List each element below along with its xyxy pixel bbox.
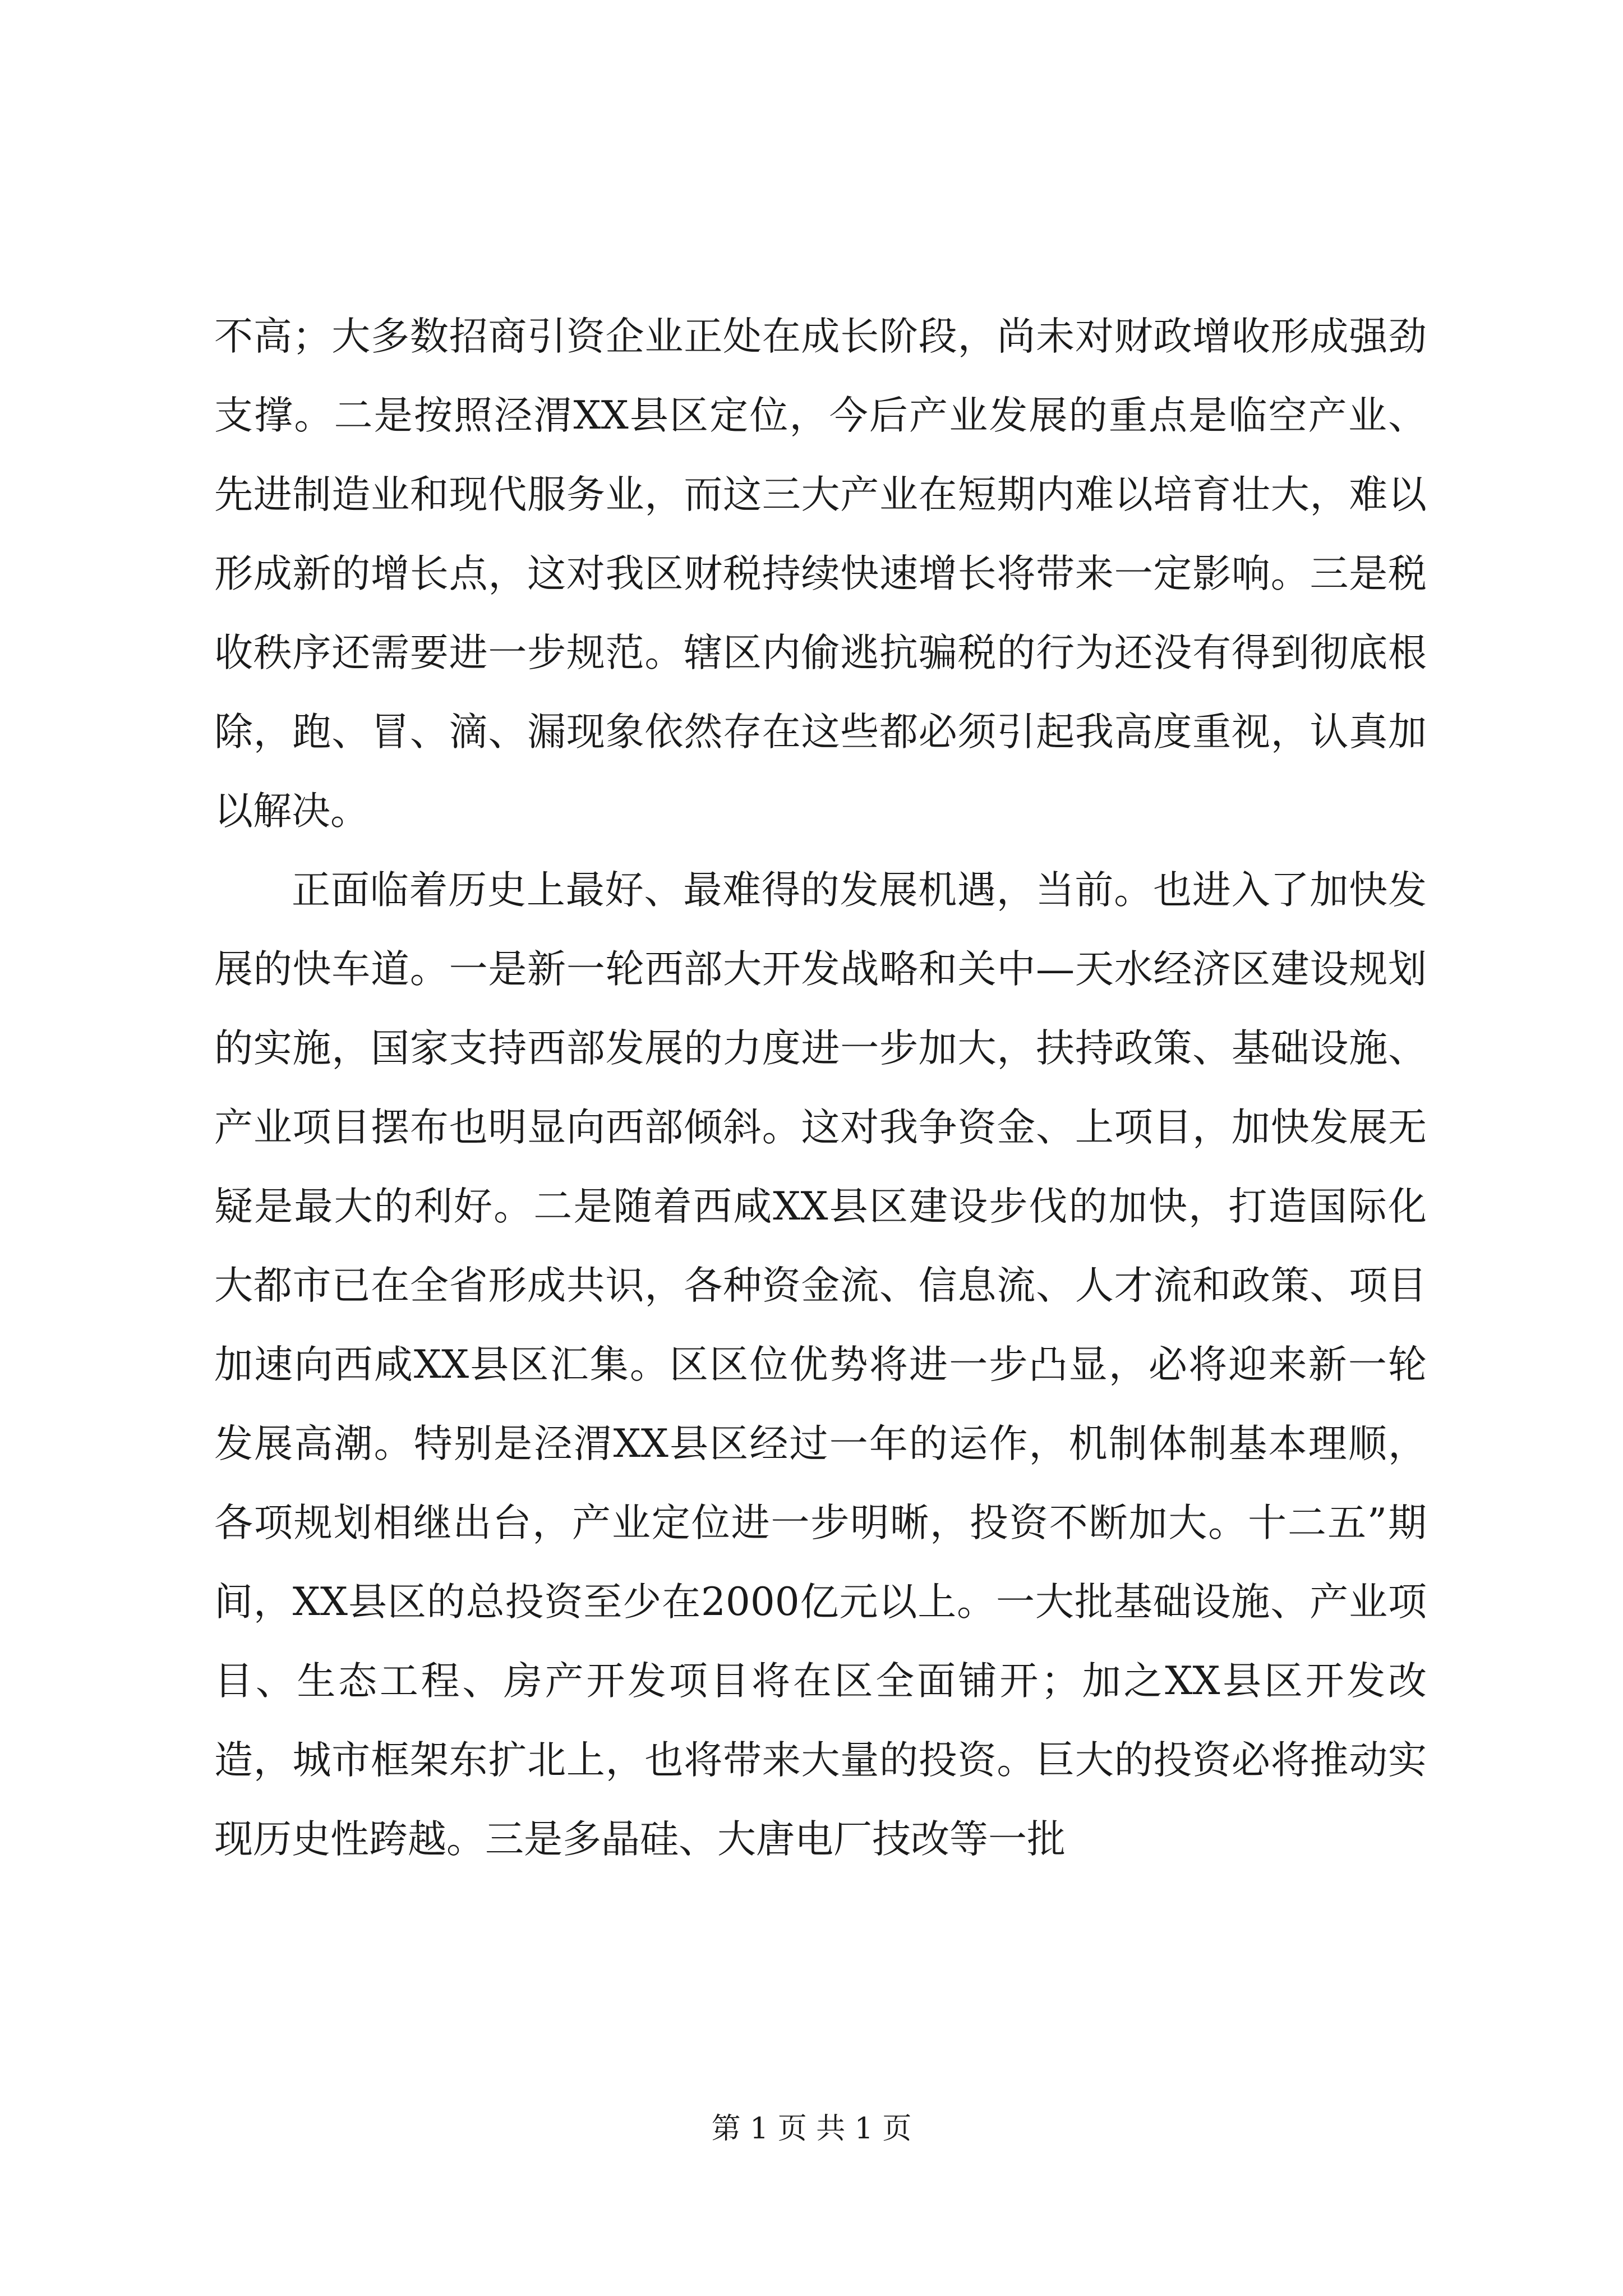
page-number-label: 第 1 页 共 1 页 [711, 2112, 912, 2146]
document-body [214, 297, 1427, 1879]
paragraph-2: 正面临着历史上最好、最难得的发展机遇，当前。也进入了加快发展的快车道。一是新一轮西部大开发战略和关中—天水经济区建设规划的实施，国家支持西部发展的力度进一步加大，扶持政策、基础设施、产业项目摆布也明显向西部倾斜。这对我争资金、上项目，加快发展无疑是最大的利好。二是随着西咸XX县区建设步伐的加快，打造国际化大都市已在全省形成共识，各种资金流、信息流、人才流和政策、项目加速向西咸XX县区汇集。区区位优势将进一步凸显，必将迎来新一轮发展高潮。特别是泾渭XX县区经过一年的运作，机制体制基本理顺，各项规划相继出台，产业定位进一步明晰，投资不断加大。十二五”期间，XX县区的总投资至少在2000亿元以上。一大批基础设施、产业项目、生态工程、房产开发项目将在区全面铺开；加之XX县区开发改造，城市框架东扩北上，也将带来大量的投资。巨大的投资必将推动实现历史性跨越。三是多晶硅、大唐电厂技改等一批 [214, 868, 1427, 1862]
page-footer [0, 2109, 1623, 2148]
paragraph-1: 不高；大多数招商引资企业正处在成长阶段，尚未对财政增收形成强劲支撑。二是按照泾渭XX县区定位，今后产业发展的重点是临空产业、先进制造业和现代服务业，而这三大产业在短期内难以培育壮大，难以形成新的增长点，这对我区财税持续快速增长将带来一定影响。三是税收秩序还需要进一步规范。辖区内偷逃抗骗税的行为还没有得到彻底根除，跑、冒、滴、漏现象依然存在这些都必须引起我高度重视，认真加以解决。 [214, 314, 1427, 834]
